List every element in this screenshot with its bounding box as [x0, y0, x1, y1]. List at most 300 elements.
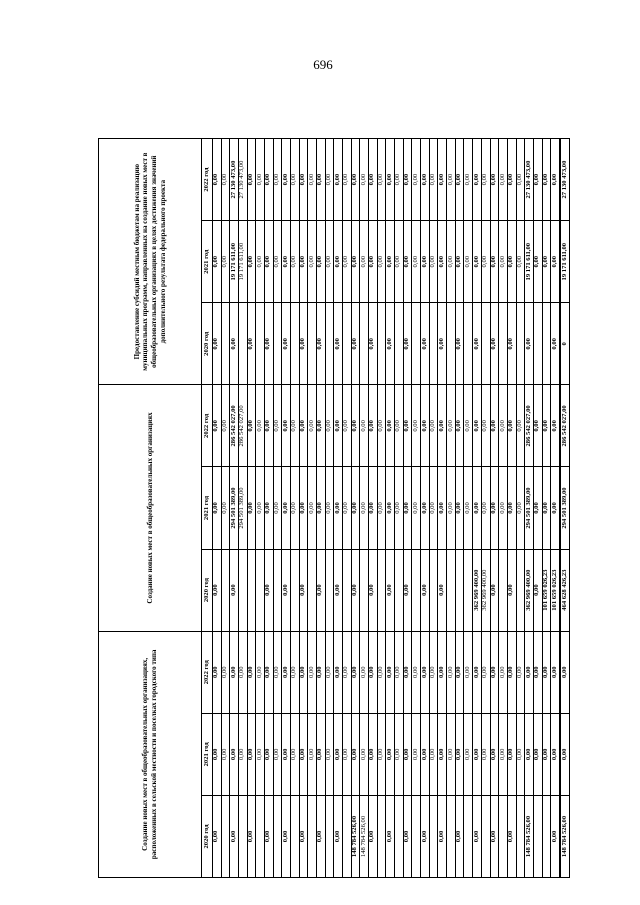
table-cell — [273, 303, 282, 385]
table-cell: 0,00 — [403, 385, 412, 467]
table-cell: 0,00 — [525, 631, 534, 713]
table-cell — [516, 795, 525, 877]
table-cell: 0,00 — [325, 385, 334, 467]
table-cell: 0,00 — [221, 713, 230, 795]
table-row — [334, 139, 343, 878]
table-cell: 0,00 — [369, 713, 378, 795]
table-cell — [273, 549, 282, 631]
table-cell: 0,00 — [343, 713, 352, 795]
table-cell: 0,00 — [369, 139, 378, 221]
table-cell — [377, 303, 386, 385]
table-cell — [429, 549, 438, 631]
table-cell: 0,00 — [256, 467, 265, 549]
table-cell: 0,00 — [334, 467, 343, 549]
group-header-row — [99, 139, 202, 878]
table-cell: 0,00 — [213, 795, 222, 877]
table-cell: 0,00 — [464, 713, 473, 795]
table-cell: 0,00 — [551, 631, 560, 713]
table-cell: 0,00 — [490, 631, 499, 713]
year-header: 2020 год — [202, 303, 213, 385]
table-cell: 0,00 — [386, 385, 395, 467]
table-cell: 0,00 — [516, 139, 525, 221]
table-cell — [291, 549, 300, 631]
table-row — [351, 139, 360, 878]
table-cell: 0,00 — [395, 713, 404, 795]
table-cell — [412, 795, 421, 877]
year-header: 2021 год — [202, 713, 213, 795]
table-cell: 0,00 — [351, 385, 360, 467]
table-cell: 0,00 — [429, 139, 438, 221]
table-cell: 0,00 — [265, 795, 274, 877]
table-cell: 0,00 — [213, 303, 222, 385]
table-cell: 0,00 — [481, 139, 490, 221]
table-row — [369, 139, 378, 878]
table-cell: 0,00 — [351, 549, 360, 631]
table-row — [542, 139, 551, 878]
table-cell: 0,00 — [247, 221, 256, 303]
table-cell — [291, 795, 300, 877]
table-cell: 0,00 — [507, 549, 516, 631]
table-cell: 0,00 — [421, 303, 430, 385]
table-cell — [447, 303, 456, 385]
table-cell: 0,00 — [490, 303, 499, 385]
table-cell: 0,00 — [403, 795, 412, 877]
table-cell: 0,00 — [473, 385, 482, 467]
table-cell: 0,00 — [551, 795, 560, 877]
table-cell: 0,00 — [473, 139, 482, 221]
table-cell: 0,00 — [516, 221, 525, 303]
table-cell: 0,00 — [421, 467, 430, 549]
table-cell: 0,00 — [525, 713, 534, 795]
table-cell: 0,00 — [516, 631, 525, 713]
table-row — [533, 139, 542, 878]
table-cell: 0,00 — [221, 631, 230, 713]
table-cell: 0,00 — [490, 713, 499, 795]
table-cell: 0,00 — [429, 467, 438, 549]
table-cell: 0,00 — [299, 467, 308, 549]
table-cell: 0,00 — [247, 385, 256, 467]
table-cell — [533, 795, 542, 877]
table-cell: 0,00 — [533, 549, 542, 631]
table-row — [291, 139, 300, 878]
table-cell: 0,00 — [421, 139, 430, 221]
table-row — [499, 139, 508, 878]
table-cell: 0,00 — [317, 303, 326, 385]
table-cell: 0,00 — [299, 631, 308, 713]
table-cell: 0,00 — [421, 385, 430, 467]
table-cell: 0,00 — [507, 385, 516, 467]
table-cell: 0,00 — [317, 795, 326, 877]
table-cell: 0,00 — [273, 631, 282, 713]
table-cell: 0,00 — [299, 303, 308, 385]
table-row — [213, 139, 222, 878]
table-cell: 0,00 — [247, 795, 256, 877]
table-row — [308, 139, 317, 878]
table-cell: 0,00 — [247, 467, 256, 549]
table-cell: 0,00 — [403, 139, 412, 221]
table-cell: 0,00 — [455, 795, 464, 877]
table-cell: 0,00 — [221, 467, 230, 549]
table-cell: 286 542 027,00 — [239, 385, 248, 467]
table-cell — [412, 549, 421, 631]
table-cell: 0,00 — [560, 713, 569, 795]
table-cell: 286 542 027,00 — [525, 385, 534, 467]
table-cell — [542, 303, 551, 385]
table-cell: 0,00 — [516, 467, 525, 549]
table-cell: 0,00 — [265, 631, 274, 713]
table-cell: 0,00 — [334, 385, 343, 467]
table-cell: 0,00 — [221, 139, 230, 221]
table-cell — [464, 795, 473, 877]
table-cell: 0,00 — [542, 221, 551, 303]
table-cell — [499, 795, 508, 877]
table-cell: 0,00 — [533, 467, 542, 549]
table-cell — [308, 303, 317, 385]
table-row — [325, 139, 334, 878]
table-cell: 0,00 — [343, 139, 352, 221]
table-cell: 0,00 — [438, 139, 447, 221]
table-cell: 0,00 — [412, 139, 421, 221]
table-cell: 0,00 — [256, 631, 265, 713]
table-cell: 0,00 — [499, 385, 508, 467]
table-cell: 0,00 — [421, 631, 430, 713]
table-cell: 0,00 — [351, 467, 360, 549]
table-cell: 0,00 — [360, 631, 369, 713]
table-cell: 0,00 — [542, 631, 551, 713]
table-cell: 0,00 — [473, 795, 482, 877]
table-cell: 0,00 — [369, 221, 378, 303]
table-cell: 0,00 — [438, 303, 447, 385]
table-cell: 0,00 — [447, 467, 456, 549]
table-cell: 0,00 — [447, 713, 456, 795]
table-cell: 0,00 — [490, 221, 499, 303]
table-cell — [377, 795, 386, 877]
table-cell: 0,00 — [507, 795, 516, 877]
table-cell: 0,00 — [421, 221, 430, 303]
table-cell: 0,00 — [447, 221, 456, 303]
table-cell — [395, 795, 404, 877]
table-cell: 0,00 — [533, 713, 542, 795]
table-cell — [256, 549, 265, 631]
table-cell: 19 171 611,00 — [560, 221, 569, 303]
table-cell: 0,00 — [343, 385, 352, 467]
table-row — [256, 139, 265, 878]
table-cell: 0,00 — [334, 795, 343, 877]
table-cell: 0,00 — [429, 385, 438, 467]
rotated-table-container — [98, 138, 570, 878]
year-header: 2022 год — [202, 139, 213, 221]
table-row — [560, 139, 569, 878]
table-cell: 0,00 — [230, 631, 239, 713]
table-cell: 0,00 — [386, 467, 395, 549]
table-cell: 0,00 — [473, 713, 482, 795]
table-cell: 0,00 — [377, 385, 386, 467]
table-row — [421, 139, 430, 878]
table-cell: 0,00 — [464, 631, 473, 713]
table-cell: 0,00 — [247, 713, 256, 795]
table-cell: 0,00 — [282, 631, 291, 713]
table-cell: 0,00 — [395, 631, 404, 713]
table-cell: 0,00 — [239, 631, 248, 713]
table-row — [317, 139, 326, 878]
table-cell: 0,00 — [334, 549, 343, 631]
table-cell: 0,00 — [369, 385, 378, 467]
table-cell: 0,00 — [438, 549, 447, 631]
table-cell — [343, 303, 352, 385]
table-row — [481, 139, 490, 878]
table-cell — [247, 549, 256, 631]
table-cell: 0,00 — [221, 221, 230, 303]
table-cell: 0,00 — [377, 713, 386, 795]
table-cell: 0,00 — [299, 385, 308, 467]
table-cell: 0,00 — [308, 631, 317, 713]
table-cell: 0,00 — [395, 467, 404, 549]
table-cell: 0,00 — [551, 139, 560, 221]
table-cell: 0,00 — [464, 139, 473, 221]
table-row — [403, 139, 412, 878]
table-cell: 0,00 — [291, 385, 300, 467]
table-cell: 0,00 — [325, 139, 334, 221]
table-cell — [464, 303, 473, 385]
table-cell: 0,00 — [282, 139, 291, 221]
table-cell: 0,00 — [299, 549, 308, 631]
table-cell: 0,00 — [360, 713, 369, 795]
table-cell: 0,00 — [334, 713, 343, 795]
table-cell — [412, 303, 421, 385]
table-cell: 0,00 — [473, 303, 482, 385]
table-cell: 0,00 — [403, 713, 412, 795]
table-cell: 0,00 — [447, 385, 456, 467]
group-header-new-places: Создание новых мест в общеобразовательных организациях — [99, 385, 202, 631]
table-cell: 0,00 — [282, 467, 291, 549]
table-row — [343, 139, 352, 878]
table-cell: 0,00 — [395, 385, 404, 467]
table-cell: 464 628 426,23 — [560, 549, 569, 631]
table-cell: 0,00 — [334, 221, 343, 303]
table-cell: 0,00 — [317, 221, 326, 303]
table-cell — [343, 795, 352, 877]
table-cell: 0,00 — [490, 467, 499, 549]
table-cell: 0,00 — [308, 139, 317, 221]
table-cell — [455, 549, 464, 631]
table-cell: 0,00 — [507, 713, 516, 795]
table-cell: 0,00 — [299, 221, 308, 303]
table-cell: 0,00 — [507, 467, 516, 549]
table-cell — [308, 795, 317, 877]
table-cell: 0,00 — [455, 713, 464, 795]
table-cell: 0,00 — [247, 631, 256, 713]
table-cell: 0,00 — [533, 139, 542, 221]
table-cell: 294 501 389,00 — [239, 467, 248, 549]
table-cell: 0,00 — [265, 549, 274, 631]
table-cell: 0,00 — [525, 303, 534, 385]
table-row — [230, 139, 239, 878]
table-cell: 294 501 389,00 — [560, 467, 569, 549]
table-cell: 0,00 — [507, 631, 516, 713]
table-cell: 0,00 — [421, 713, 430, 795]
table-cell: 0,00 — [403, 467, 412, 549]
table-row — [395, 139, 404, 878]
table-cell: 0,00 — [499, 713, 508, 795]
table-cell: 0,00 — [265, 221, 274, 303]
table-cell: 0,00 — [438, 631, 447, 713]
table-cell: 0,00 — [395, 221, 404, 303]
table-cell: 0,00 — [299, 139, 308, 221]
table-cell: 0,00 — [317, 139, 326, 221]
table-cell — [221, 795, 230, 877]
table-cell — [499, 549, 508, 631]
table-cell: 0,00 — [282, 549, 291, 631]
table-cell: 0,00 — [490, 549, 499, 631]
table-cell: 19 171 611,00 — [239, 221, 248, 303]
table-row — [429, 139, 438, 878]
table-cell: 0,00 — [507, 221, 516, 303]
table-cell: 0,00 — [334, 303, 343, 385]
table-cell: 0,00 — [317, 549, 326, 631]
table-cell: 0,00 — [273, 713, 282, 795]
page-number-text: 696 — [313, 57, 333, 72]
table-body — [213, 139, 570, 878]
table-cell: 0,00 — [308, 221, 317, 303]
table-cell: 0,00 — [247, 303, 256, 385]
table-cell: 0,00 — [386, 221, 395, 303]
table-cell: 0,00 — [499, 467, 508, 549]
table-cell — [239, 303, 248, 385]
table-cell: 0,00 — [386, 713, 395, 795]
table-cell: 0,00 — [481, 713, 490, 795]
table-cell: 0,00 — [403, 221, 412, 303]
table-cell: 0,00 — [464, 385, 473, 467]
table-cell: 0,00 — [213, 549, 222, 631]
table-cell — [429, 303, 438, 385]
year-header: 2022 год — [202, 385, 213, 467]
table-cell — [291, 303, 300, 385]
table-cell: 0,00 — [334, 631, 343, 713]
table-cell: 0,00 — [325, 221, 334, 303]
table-cell: 0,00 — [230, 303, 239, 385]
table-cell: 0,00 — [403, 631, 412, 713]
table-cell: 286 542 027,00 — [230, 385, 239, 467]
table-cell: 0,00 — [455, 631, 464, 713]
table-cell: 0,00 — [265, 303, 274, 385]
table-row — [447, 139, 456, 878]
table-cell — [481, 795, 490, 877]
table-cell: 148 784 526,00 — [360, 795, 369, 877]
table-cell: 0,00 — [429, 713, 438, 795]
group-header-rural: Создание новых мест в общеобразовательных организациях, расположенных в сельской местности и поселках городского типа — [99, 631, 202, 877]
year-header: 2020 год — [202, 549, 213, 631]
table-cell — [360, 303, 369, 385]
table-cell: 0,00 — [499, 139, 508, 221]
table-cell: 0,00 — [473, 221, 482, 303]
table-cell: 0,00 — [395, 139, 404, 221]
table-row — [473, 139, 482, 878]
table-row — [525, 139, 534, 878]
table-cell: 27 130 473,00 — [525, 139, 534, 221]
table-cell: 0,00 — [412, 221, 421, 303]
table-cell: 0,00 — [273, 385, 282, 467]
table-cell — [533, 303, 542, 385]
table-cell: 0,00 — [213, 713, 222, 795]
table-cell: 0,00 — [507, 303, 516, 385]
year-header: 2020 год — [202, 795, 213, 877]
table-cell — [377, 549, 386, 631]
table-cell: 0,00 — [325, 467, 334, 549]
table-cell: 0,00 — [247, 139, 256, 221]
table-cell: 0,00 — [421, 795, 430, 877]
table-row — [273, 139, 282, 878]
table-cell: 0,00 — [256, 221, 265, 303]
table-row — [551, 139, 560, 878]
table-cell: 0,00 — [282, 795, 291, 877]
table-cell — [325, 549, 334, 631]
table-cell — [429, 795, 438, 877]
table-cell: 0,00 — [334, 139, 343, 221]
table-cell — [239, 795, 248, 877]
table-cell: 0,00 — [343, 631, 352, 713]
year-header: 2021 год — [202, 467, 213, 549]
table-cell: 0,00 — [213, 385, 222, 467]
table-cell: 0,00 — [369, 549, 378, 631]
table-cell: 0,00 — [542, 467, 551, 549]
table-cell: 0,00 — [291, 713, 300, 795]
table-cell — [481, 303, 490, 385]
table-cell: 0,00 — [473, 467, 482, 549]
table-cell: 0,00 — [464, 467, 473, 549]
table-cell: 0,00 — [230, 795, 239, 877]
table-cell: 0,00 — [516, 713, 525, 795]
table-cell: 0,00 — [299, 795, 308, 877]
table-row — [265, 139, 274, 878]
table-cell: 0,00 — [403, 303, 412, 385]
table-cell: 0,00 — [369, 467, 378, 549]
table-row — [516, 139, 525, 878]
table-row — [360, 139, 369, 878]
table-cell: 0,00 — [499, 631, 508, 713]
table-cell: 0,00 — [299, 713, 308, 795]
table-cell — [221, 303, 230, 385]
table-cell: 0,00 — [317, 631, 326, 713]
table-cell — [308, 549, 317, 631]
table-cell: 148 784 526,00 — [525, 795, 534, 877]
table-cell — [325, 795, 334, 877]
table-cell: 0 — [560, 303, 569, 385]
year-header: 2021 год — [202, 221, 213, 303]
table-cell: 0,00 — [481, 467, 490, 549]
table-cell: 0,00 — [438, 221, 447, 303]
table-cell: 0,00 — [412, 713, 421, 795]
table-cell: 294 501 389,00 — [230, 467, 239, 549]
table-cell — [542, 795, 551, 877]
table-cell: 0,00 — [273, 139, 282, 221]
table-cell: 0,00 — [256, 385, 265, 467]
table-cell: 0,00 — [239, 713, 248, 795]
table-cell: 27 130 473,00 — [239, 139, 248, 221]
table-cell: 0,00 — [473, 631, 482, 713]
table-cell: 362 969 400,00 — [473, 549, 482, 631]
table-cell: 0,00 — [256, 139, 265, 221]
table-cell: 0,00 — [230, 549, 239, 631]
table-row — [386, 139, 395, 878]
table-cell: 0,00 — [308, 467, 317, 549]
table-cell: 294 501 389,00 — [525, 467, 534, 549]
table-cell — [239, 549, 248, 631]
table-row — [490, 139, 499, 878]
table-cell — [516, 549, 525, 631]
table-cell: 0,00 — [490, 139, 499, 221]
table-cell: 0,00 — [542, 139, 551, 221]
table-row — [221, 139, 230, 878]
